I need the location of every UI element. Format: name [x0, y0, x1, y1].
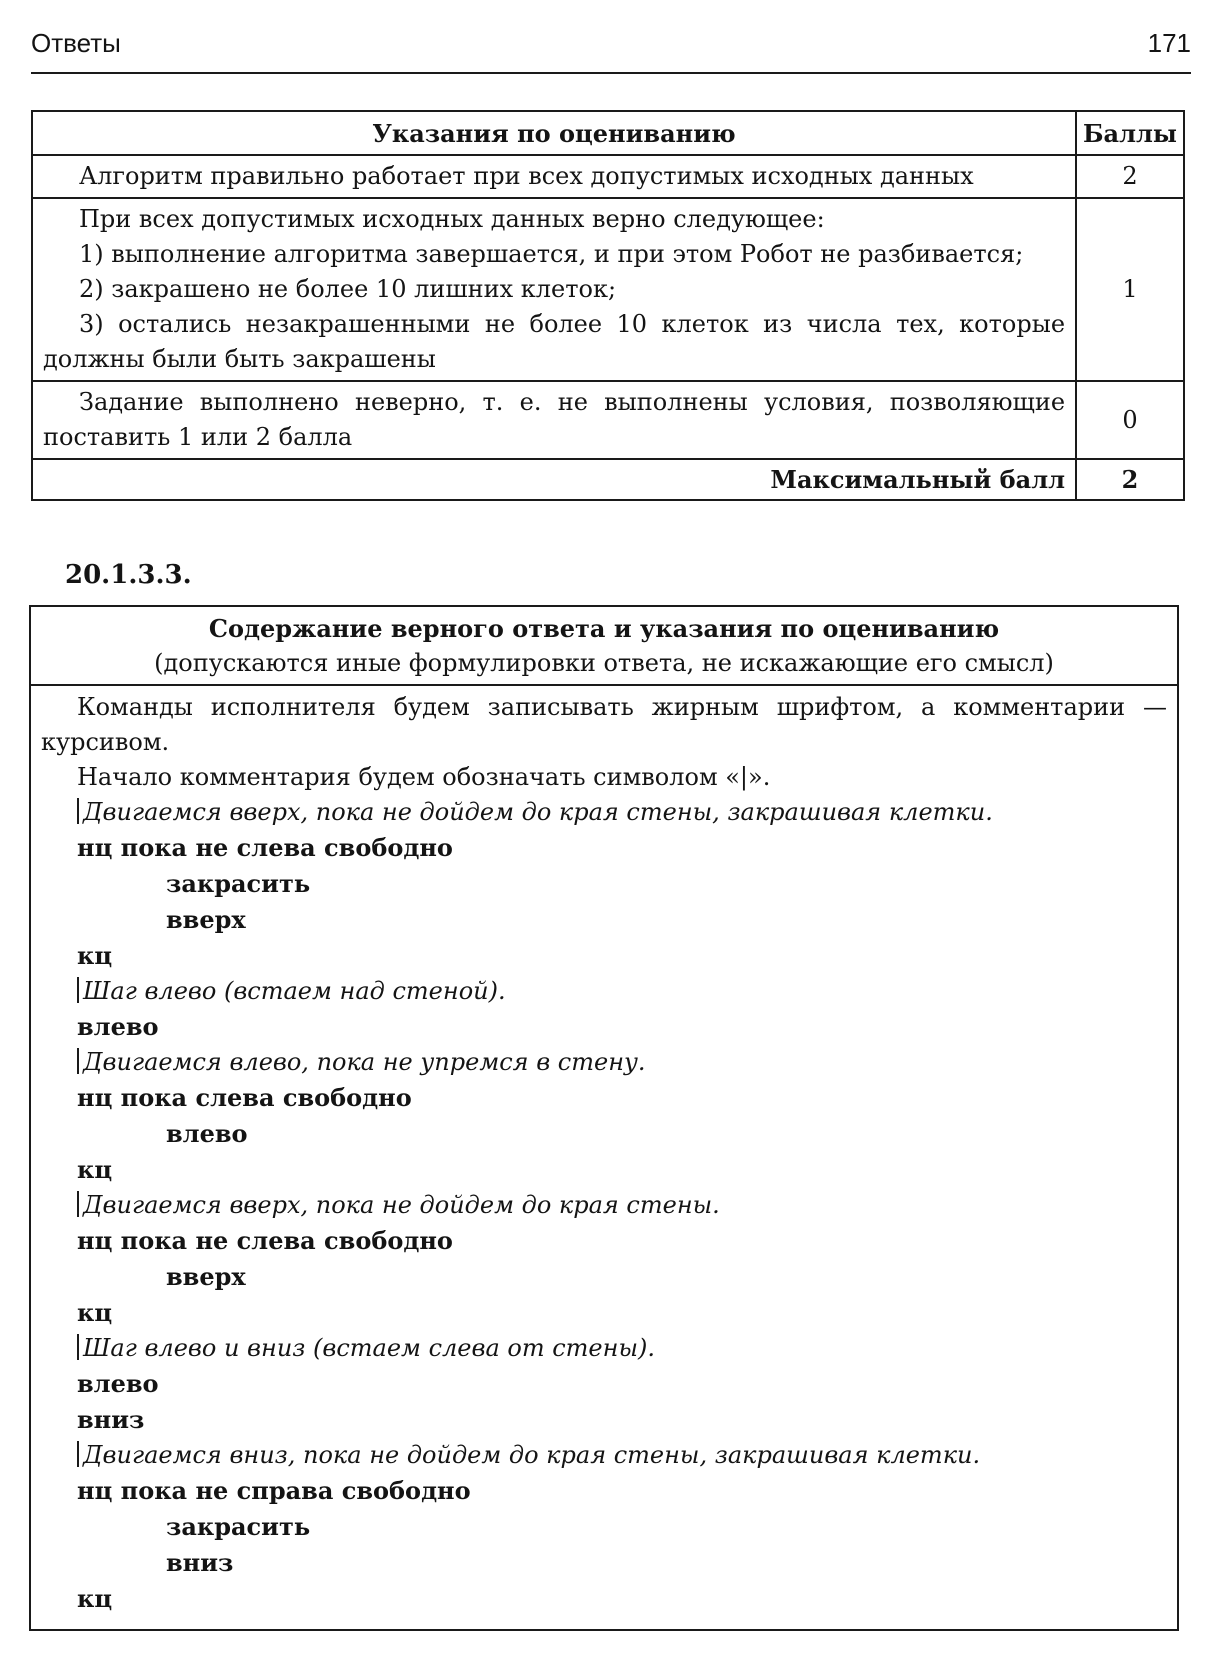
criteria-text: 3) остались незакрашенными не более 10 клеток из числа тех, которые должны были быть закрашены	[43, 310, 1066, 373]
command-line	[41, 1152, 1167, 1188]
criteria-text: 1) выполнение алгоритма завершается, и при этом Робот не разбивается;	[79, 240, 1024, 268]
command-text: кц	[77, 941, 113, 970]
criteria-text: При всех допустимых исходных данных верно следующее:	[79, 205, 825, 233]
command-text: нц пока не справа свободно	[77, 1476, 471, 1505]
command-line	[41, 1473, 1167, 1509]
criteria-text: Алгоритм правильно работает при всех допустимых исходных данных	[79, 162, 974, 190]
comment-text: Двигаемся влево, пока не упремся в стену.	[83, 1048, 646, 1076]
criteria-row	[32, 198, 1184, 381]
criteria-text: 2) закрашено не более 10 лишних клеток;	[79, 275, 617, 303]
comment-line	[41, 1331, 1167, 1366]
command-text: кц	[77, 1155, 113, 1184]
command-line	[41, 1259, 1167, 1295]
comment-line	[41, 1045, 1167, 1080]
comment-bar	[77, 798, 79, 824]
comment-bar	[77, 977, 79, 1003]
command-line	[41, 1545, 1167, 1581]
criteria-column-header: Указания по оцениванию	[32, 111, 1076, 155]
comment-text: Шаг влево (встаем над стеной).	[83, 977, 506, 1005]
points-cell: 0	[1076, 381, 1184, 459]
points-column-header: Баллы	[1076, 111, 1184, 155]
answer-heading	[31, 607, 1177, 686]
criteria-cell	[32, 198, 1076, 381]
command-text: закрасить	[166, 1512, 311, 1541]
comment-text: Двигаемся вверх, пока не дойдем до края стены.	[83, 1191, 720, 1219]
intro-paragraph: Начало комментария будем обозначать символом «|».	[77, 763, 771, 791]
command-line	[41, 830, 1167, 866]
comment-line	[41, 795, 1167, 830]
command-text: влево	[77, 1369, 159, 1398]
comment-text: Двигаемся вверх, пока не дойдем до края стены, закрашивая клетки.	[83, 798, 993, 826]
points-cell: 2	[1076, 155, 1184, 198]
comment-line	[41, 1438, 1167, 1473]
command-text: влево	[166, 1119, 248, 1148]
max-score-row	[32, 459, 1184, 500]
answer-heading-title: Содержание верного ответа и указания по оцениванию	[208, 614, 1000, 643]
criteria-cell	[32, 381, 1076, 459]
comment-bar	[77, 1191, 79, 1217]
command-text: вниз	[166, 1548, 234, 1577]
program-listing	[41, 795, 1167, 1617]
command-text: влево	[77, 1012, 159, 1041]
criteria-row	[32, 155, 1184, 198]
section-title: Ответы	[31, 28, 121, 58]
comment-bar	[77, 1048, 79, 1074]
command-line	[41, 1080, 1167, 1116]
scoring-table	[31, 110, 1185, 501]
command-text: кц	[77, 1584, 113, 1613]
comment-bar	[77, 1441, 79, 1467]
command-text: нц пока слева свободно	[77, 1083, 412, 1112]
criteria-text: Задание выполнено неверно, т. е. не выполнены условия, позволяющие поставить 1 или 2 балла	[43, 388, 1066, 451]
command-line	[41, 866, 1167, 902]
command-line	[41, 902, 1167, 938]
command-line	[41, 1223, 1167, 1259]
page-number: 171	[1147, 28, 1191, 58]
comment-text: Двигаемся вниз, пока не дойдем до края стены, закрашивая клетки.	[83, 1441, 981, 1469]
answer-box	[29, 605, 1179, 1631]
command-line	[41, 1295, 1167, 1331]
task-number: 20.1.3.3.	[65, 560, 192, 590]
command-text: нц пока не слева свободно	[77, 833, 453, 862]
comment-bar	[77, 1334, 79, 1360]
command-line	[41, 1366, 1167, 1402]
max-score-label: Максимальный балл	[32, 459, 1076, 500]
answer-body	[31, 686, 1177, 1617]
command-text: вверх	[166, 905, 246, 934]
command-text: нц пока не слева свободно	[77, 1226, 453, 1255]
criteria-cell	[32, 155, 1076, 198]
comment-text: Шаг влево и вниз (встаем слева от стены).	[83, 1334, 655, 1362]
intro-paragraph: Команды исполнителя будем записывать жирным шрифтом, а комментарии — курсивом.	[41, 693, 1167, 756]
criteria-row	[32, 381, 1184, 459]
command-line	[41, 938, 1167, 974]
points-cell: 1	[1076, 198, 1184, 381]
command-text: вверх	[166, 1262, 246, 1291]
command-line	[41, 1009, 1167, 1045]
comment-line	[41, 1188, 1167, 1223]
command-line	[41, 1509, 1167, 1545]
scoring-table-header	[32, 111, 1184, 155]
command-line	[41, 1581, 1167, 1617]
answer-heading-note: (допускаются иные формулировки ответа, не искажающие его смысл)	[154, 649, 1054, 677]
command-line	[41, 1402, 1167, 1438]
command-text: вниз	[77, 1405, 145, 1434]
max-score-value: 2	[1076, 459, 1184, 500]
command-text: кц	[77, 1298, 113, 1327]
running-head	[31, 28, 1191, 74]
command-line	[41, 1116, 1167, 1152]
command-text: закрасить	[166, 869, 311, 898]
comment-line	[41, 974, 1167, 1009]
